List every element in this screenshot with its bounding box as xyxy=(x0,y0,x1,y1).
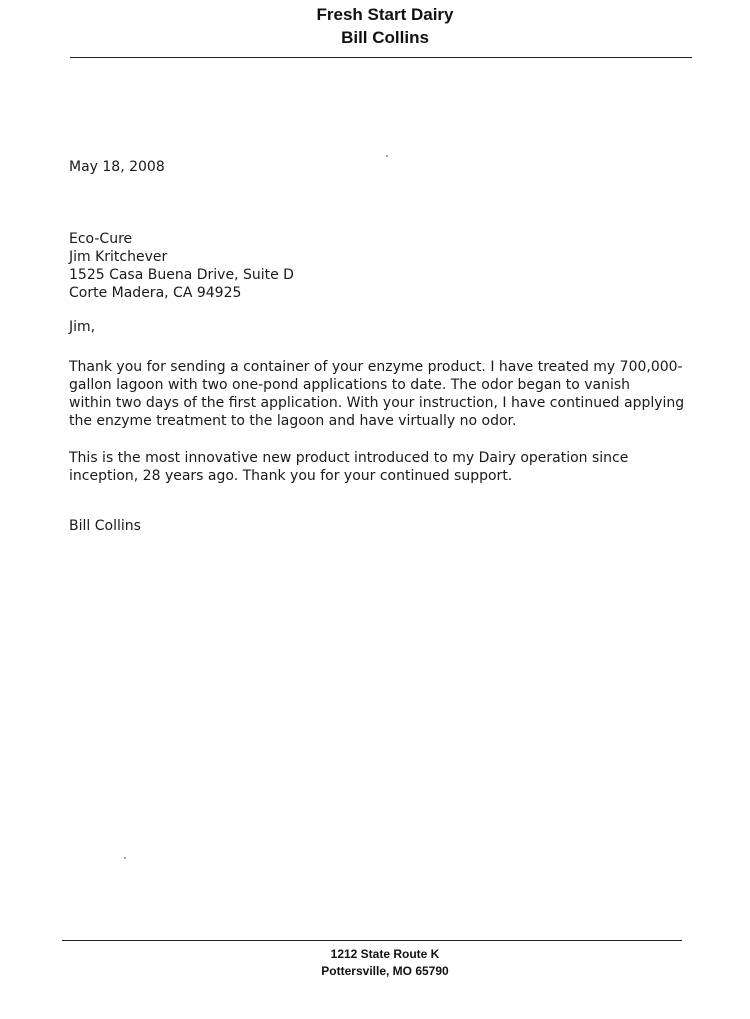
body-paragraph-2 xyxy=(69,449,709,485)
body-paragraph-1 xyxy=(69,358,709,430)
paragraph-line: within two days of the first application. With your instruction, I have continued applying xyxy=(69,395,685,411)
recipient-street: 1525 Casa Buena Drive, Suite D xyxy=(69,267,294,283)
paragraph-line: the enzyme treatment to the lagoon and have virtually no odor. xyxy=(69,413,517,429)
sender-name: Bill Collins xyxy=(341,28,429,47)
scan-speck xyxy=(124,857,126,859)
recipient-city: Corte Madera, CA 94925 xyxy=(69,285,242,301)
letterhead xyxy=(0,3,750,49)
footer-city: Pottersville, MO 65790 xyxy=(321,964,449,978)
footer-divider xyxy=(62,940,682,941)
salutation: Jim, xyxy=(69,319,96,335)
header-divider xyxy=(70,57,692,58)
letter-date: May 18, 2008 xyxy=(69,159,165,175)
recipient-address xyxy=(69,230,294,302)
paragraph-line: This is the most innovative new product introduced to my Dairy operation since xyxy=(69,450,629,466)
footer-street: 1212 State Route K xyxy=(330,947,440,961)
company-name: Fresh Start Dairy xyxy=(316,5,454,24)
paragraph-line: gallon lagoon with two one-pond applications to date. The odor began to vanish xyxy=(69,377,631,393)
signature: Bill Collins xyxy=(69,518,141,534)
paragraph-line: Thank you for sending a container of your enzyme product. I have treated my 700,000- xyxy=(69,359,683,375)
scan-speck xyxy=(386,155,388,157)
paragraph-line: inception, 28 years ago. Thank you for your continued support. xyxy=(69,468,513,484)
recipient-name: Jim Kritchever xyxy=(69,249,168,265)
recipient-company: Eco-Cure xyxy=(69,231,133,247)
footer-address xyxy=(0,946,750,980)
